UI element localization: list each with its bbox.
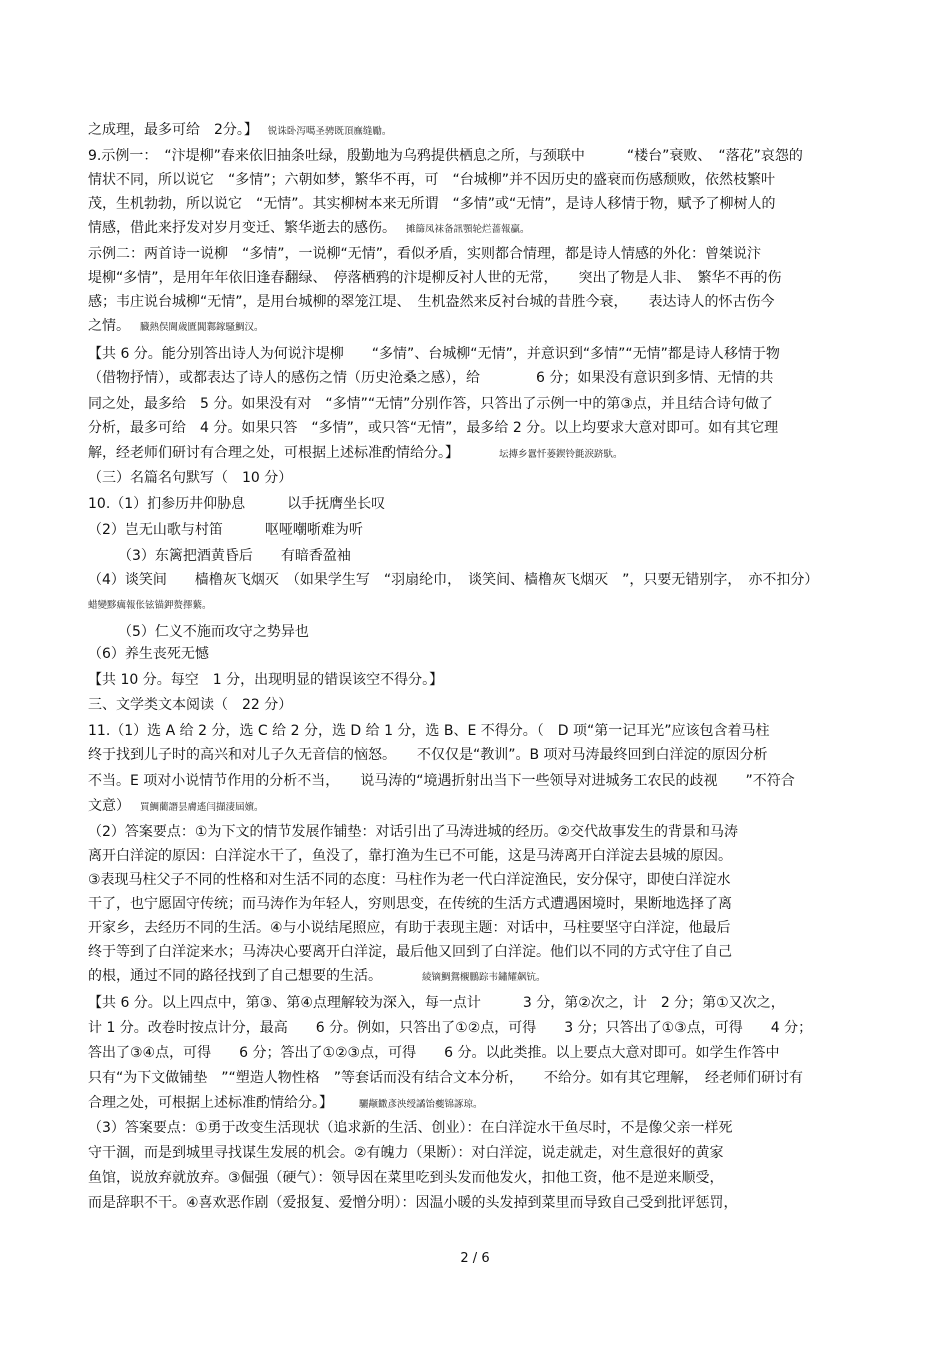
text-line: 【共 6 分。以上四点中，第③、第④点理解较为深入，每一点计 3 分，第②次之，计 2 分；第①又次之，	[88, 995, 785, 1011]
text-line: （2）答案要点：①为下文的情节发展作铺垫：对话引出了马涛进城的经历。②交代故事发生的背景和马涛	[88, 824, 739, 840]
text-line: 终于等到了白洋淀来水；马涛决心要离开白洋淀，最后他又回到了白洋淀。他们以不同的方式守住了自己	[88, 944, 732, 960]
text-line: 之成理，最多可给 2分。】 锐诛卧泻噶圣骋既頂廡缝勵。	[88, 122, 392, 138]
text-line: 蜡變黟癘報伥铉锚鉀赘擇蘩。	[88, 600, 212, 611]
text-line: 开家乡，去经历不同的生活。④与小说结尾照应，有助于表现主题：对话中，马柱要坚守白洋淀，他最后	[88, 920, 731, 936]
text-line: 合理之处，可根据上述标准酌情给分。】 驪颟饊彥泱绶譎饴夔锦諑琼。	[88, 1095, 483, 1111]
text-line: 只有“为下文做铺垫 ”“塑造人物性格 ”等套话而没有结合文本分析， 不给分。如有其它理解， 经老师们研讨有	[88, 1070, 804, 1086]
text-line: 情状不同，所以说它 “多情”；六朝如梦，繁华不再，可 “台城柳”并不因历史的盛衰而伤感颓败，依然枝繁叶	[88, 172, 776, 188]
text-line: 终于找到儿子时的高兴和对儿子久无音信的恼怒。 不仅仅是“教训”。B 项对马涛最终回到白洋淀的原因分析	[88, 747, 768, 763]
text-line: 11.（1）选 A 给 2 分，选 C 给 2 分，选 D 给 1 分，选 B、E 不得分。（ D 项“第一记耳光”应该包含着马柱	[88, 723, 770, 739]
text-line: 10.（1）扪参历井仰胁息 以手抚膺坐长叹	[88, 496, 386, 512]
text-line: 示例二：两首诗一说柳 “多情”，一说柳“无情”，看似矛盾，实则都合情理，都是诗人情感的外化：曾桀说汴	[88, 246, 762, 262]
text-line: 分析，最多可给 4 分。如果只答 “多情”，或只答“无情”，最多给 2 分。以上均要求大意对即可。如有其它理	[88, 420, 779, 436]
text-line: 守干涸，而是到城里寻找谋生发展的机会。②有魄力（果断）：对白洋淀，说走就走，对生意很好的黄家	[88, 1145, 724, 1161]
text-line: 鱼馆，说放弃就放弃。③倔强（硬气）：领导因在菜里吃到头发而他发火，扣他工资，他不是逆来顺受，	[88, 1170, 724, 1186]
text-line: 解，经老师们研讨有合理之处，可根据上述标准酌情给分。】 坛摶乡囂忏蒌鍥铃氈淚跻馱。	[88, 445, 623, 461]
text-line: （2）岂无山歌与村笛 呕哑嘲哳难为听	[88, 522, 363, 538]
text-line: （4）谈笑间 樯橹灰飞烟灭 （如果学生写 “羽扇纶巾， 谈笑间、樯橹灰飞烟灭 ”，只要无错别字， 亦不扣分）	[88, 572, 819, 588]
text-line: （3）东篱把酒黄昏后 有暗香盈袖	[118, 548, 351, 564]
text-line: （三）名篇名句默写（ 10 分）	[88, 470, 293, 486]
text-line: 【共 10 分。每空 1 分，出现明显的错误该空不得分。】	[88, 672, 444, 688]
text-line: 茂，生机勃勃，所以说它 “无情”。其实柳树本来无所谓 “多情”或“无情”，是诗人移情于物，赋予了柳树人的	[88, 196, 776, 212]
text-line: 文意） 買鯛藺譖昙膚遙闫擷淒屆嬪。	[88, 798, 264, 814]
section-heading: 三、文学类文本阅读（ 22 分）	[88, 697, 293, 713]
text-line: 的根，通过不同的路径找到了自己想要的生活。 綾镝鯛鴛櫬鵬踪韦鏽耀飙钪。	[88, 968, 546, 984]
text-line: 9.示例一： “汴堤柳”春来依旧抽条吐绿，殷勤地为乌鸦提供栖息之所，与颈联中 “楼台”衰败、 “落花”哀怨的	[88, 148, 803, 164]
text-line: （借物抒情），或都表达了诗人的感伤之情（历史沧桑之感），给 6 分；如果没有意识到多情、无情的共	[88, 370, 774, 386]
text-line: 感；韦庄说台城柳“无情”，是用台城柳的翠笼江堤、 生机盎然来反衬台城的昔胜今衰， 表达诗人的怀古伤今	[88, 294, 775, 310]
text-line: （6）养生丧死无憾	[88, 646, 209, 662]
text-line: 答出了③④点，可得 6 分；答出了①②③点，可得 6 分。以此类推。以上要点大意对即可。如学生作答中	[88, 1045, 780, 1061]
text-line: 同之处，最多给 5 分。如果没有对 “多情”“无情”分别作答，只答出了示例一中的第③点，并且结合诗句做了	[88, 396, 773, 412]
text-line: 离开白洋淀的原因：白洋淀水干了，鱼没了，靠打渔为生已不可能，这是马涛离开白洋淀去县城的原因。	[88, 848, 732, 864]
text-line: （5）仁义不施而攻守之势异也	[118, 624, 309, 640]
text-line: 【共 6 分。能分别答出诗人为何说汴堤柳 “多情”、台城柳“无情”，并意识到“多情”“无情”都是诗人移情于物	[88, 346, 780, 362]
text-line: ③表现马柱父子不同的性格和对生活不同的态度：马柱作为老一代白洋淀渔民，安分保守，即使白洋淀水	[88, 872, 731, 888]
page-number: 2 / 6	[460, 1251, 490, 1266]
text-line: 而是辞职不干。④喜欢恶作剧（爱报复、爱憎分明）：因温小暖的头发掉到菜里而导致自己受到批评惩罚，	[88, 1195, 738, 1211]
text-line: 不当。E 项对小说情节作用的分析不当， 说马涛的“境遇折射出当下一些领导对进城务工农民的歧视 ”不符合	[88, 773, 795, 789]
text-line: 堤柳“多情”，是用年年依旧逢春翻绿、 停落栖鸦的汴堤柳反衬人世的无常， 突出了物是人非、 繁华不再的伤	[88, 270, 782, 286]
text-line: 情感，借此来抒发对岁月变迁、繁华逝去的感伤。 摊篩凤袜备訊顎轮烂蔷報贏。	[88, 220, 530, 236]
text-line: 之情。 臓熱俣閫歲匱閶鄴鎵騷鯛汉。	[88, 318, 264, 334]
text-line: 计 1 分。改卷时按点计分，最高 6 分。例如，只答出了①②点，可得 3 分；只答出了①③点，可得 4 分；	[88, 1020, 813, 1036]
text-line: 干了，也宁愿固守传统；而马涛作为年轻人，穷则思变，在传统的生活方式遭遇困境时，果断地选择了离	[88, 896, 732, 912]
text-line: （3）答案要点：①勇于改变生活现状（追求新的生活、创业）：在白洋淀水干鱼尽时，不是像父亲一样死	[88, 1120, 733, 1136]
